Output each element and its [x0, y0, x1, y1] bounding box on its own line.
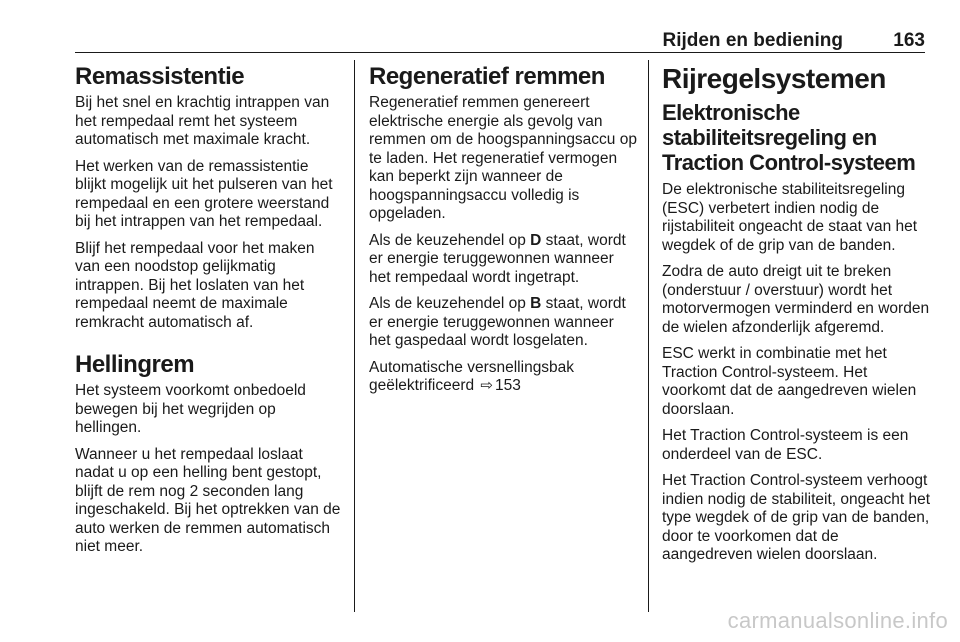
- page-header: [75, 0, 925, 53]
- watermark: carmanualsonline.info: [727, 608, 948, 633]
- paragraph-cross-reference: [369, 359, 637, 396]
- page-reference-link[interactable]: 153: [495, 377, 521, 394]
- paragraph: Het Traction Control-systeem is een onderdeel van de ESC.: [662, 427, 909, 463]
- paragraph: Het werken van de remassistentie blijkt mogelijk uit het pulseren van het rempedaal en een grotere weerstand bij het intrappen van het rempedaal.: [75, 157, 333, 230]
- subheading-esc-traction: Elektronische stabiliteitsregeling en Traction Control-systeem: [662, 100, 916, 175]
- text: staat, wordt er energie teruggewonnen wanneer het gaspedaal wordt losgelaten.: [369, 295, 626, 349]
- text: Automatische versnellingsbak geëlektrificeerd: [369, 358, 575, 394]
- column-right: [662, 60, 930, 573]
- page-number: 163: [893, 30, 925, 51]
- paragraph: Regeneratief remmen genereert elektrische energie als gevolg van remmen om de hoogspanningsaccu op te laden. Het regeneratief vermogen kan beperkt zijn wanneer de hoogspanningsaccu volledig is opgeladen.: [369, 94, 637, 222]
- gear-label: D: [530, 231, 542, 249]
- gear-label: B: [530, 295, 542, 312]
- text: staat, wordt er energie teruggewonnen wanneer het rempedaal wordt ingetrapt.: [369, 231, 626, 286]
- paragraph: [369, 232, 637, 288]
- text: Als de keuzehendel op: [369, 295, 531, 312]
- page-reference-arrow-icon: ⇨: [480, 377, 493, 394]
- column-divider: [648, 60, 649, 612]
- heading-regeneratief-remmen: Regeneratief remmen: [369, 63, 605, 90]
- paragraph: De elektronische stabiliteitsregeling (ESC) verbetert indien nodig de rijstabiliteit ongeacht de staat van het wegdek of de grip van de banden.: [662, 181, 918, 254]
- heading-rijregelsystemen: Rijregelsystemen: [662, 63, 886, 94]
- paragraph: Bij het snel en krachtig intrappen van het rempedaal remt het systeem automatisch met maximale kracht.: [75, 94, 330, 148]
- column-left: [75, 60, 343, 565]
- paragraph: [369, 295, 637, 351]
- column-middle: [369, 60, 637, 404]
- section-title: Rijden en bediening: [662, 30, 843, 51]
- column-divider: [354, 60, 355, 612]
- paragraph: Het Traction Control-systeem verhoogt indien nodig de stabiliteit, ongeacht het type wegdek of de grip van de banden, door te voorkomen dat de aangedreven wielen doorslaan.: [662, 472, 931, 563]
- paragraph: Het systeem voorkomt onbedoeld bewegen bij het wegrijden op hellingen.: [75, 382, 306, 436]
- paragraph: Blijf het rempedaal voor het maken van een noodstop gelijkmatig intrappen. Bij het loslaten van het rempedaal neemt de maximale remkracht automatisch af.: [75, 239, 315, 331]
- heading-remassistentie: Remassistentie: [75, 63, 245, 90]
- text: Als de keuzehendel op: [369, 231, 531, 249]
- paragraph: ESC werkt in combinatie met het Traction Control-systeem. Het voorkomt dat de aangedreven wielen doorslaan.: [662, 345, 917, 418]
- heading-hellingrem: Hellingrem: [75, 351, 195, 378]
- paragraph: Zodra de auto dreigt uit te breken (onderstuur / overstuur) wordt het motorvermogen verminderd en worden de wielen afzonderlijk afgeremd.: [662, 263, 930, 336]
- paragraph: Wanneer u het rempedaal loslaat nadat u op een helling bent gestopt, blijft de rem nog 2 seconden lang ingeschakeld. Bij het optrekken van de auto werken de remmen automatisch niet meer.: [75, 445, 341, 555]
